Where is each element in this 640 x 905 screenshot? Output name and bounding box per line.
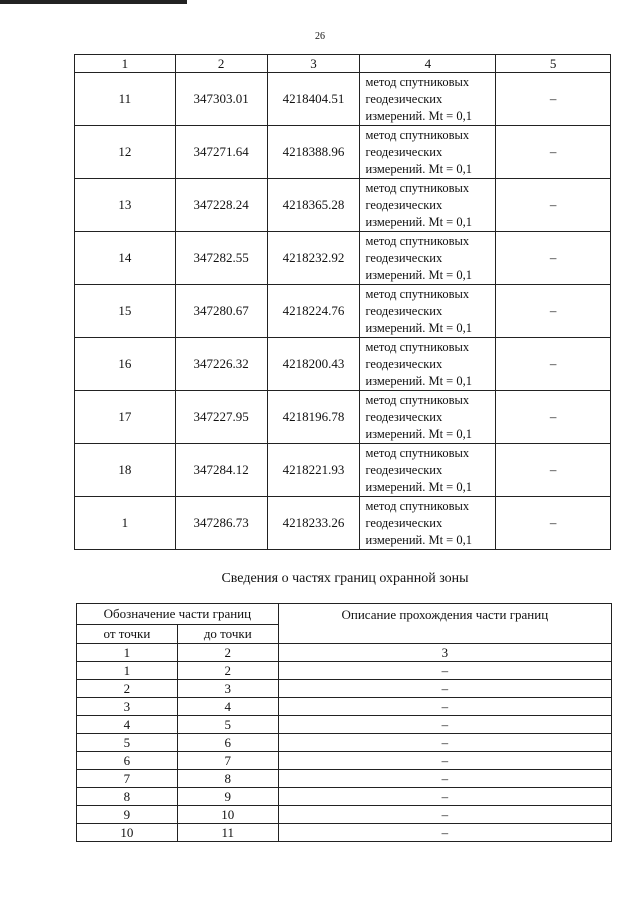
note-cell: – — [496, 73, 611, 126]
method-cell — [360, 338, 496, 391]
table-row — [75, 391, 611, 444]
point-number-cell: 14 — [75, 232, 176, 285]
y-coordinate-cell: 4218232.92 — [267, 232, 360, 285]
column-number-row — [77, 644, 612, 662]
to-point-cell: 7 — [177, 752, 278, 770]
note-cell: – — [496, 285, 611, 338]
x-coordinate-cell: 347282.55 — [175, 232, 267, 285]
note-cell: – — [496, 391, 611, 444]
table-row — [77, 770, 612, 788]
description-cell: – — [278, 824, 611, 842]
method-cell — [360, 73, 496, 126]
y-coordinate-cell: 4218224.76 — [267, 285, 360, 338]
y-coordinate-cell: 4218233.26 — [267, 497, 360, 550]
description-cell: – — [278, 680, 611, 698]
method-cell — [360, 232, 496, 285]
table-row — [77, 752, 612, 770]
table-row — [75, 285, 611, 338]
method-cell — [360, 285, 496, 338]
point-number-cell: 18 — [75, 444, 176, 497]
method-cell — [360, 126, 496, 179]
boundary-part-designation-header: Обозначение части границ — [77, 604, 279, 625]
from-point-cell: 9 — [77, 806, 178, 824]
method-cell — [360, 497, 496, 550]
to-point-cell: 2 — [177, 662, 278, 680]
table-row — [75, 126, 611, 179]
x-coordinate-cell: 347303.01 — [175, 73, 267, 126]
point-number-cell: 12 — [75, 126, 176, 179]
from-point-cell: 5 — [77, 734, 178, 752]
note-cell: – — [496, 126, 611, 179]
from-point-cell: 3 — [77, 698, 178, 716]
description-cell: – — [278, 716, 611, 734]
from-point-cell: 2 — [77, 680, 178, 698]
method-line: метод спутниковых — [365, 339, 470, 354]
header-cell: 1 — [75, 55, 176, 73]
to-point-cell: 6 — [177, 734, 278, 752]
header-cell: 2 — [175, 55, 267, 73]
table-row — [75, 444, 611, 497]
method-line: метод спутниковых — [365, 445, 470, 460]
method-line: метод спутниковых — [365, 233, 470, 248]
method-line: метод спутниковых — [365, 74, 470, 89]
table-row — [77, 824, 612, 842]
to-point-header: до точки — [177, 625, 278, 644]
note-cell: – — [496, 179, 611, 232]
point-number-cell: 13 — [75, 179, 176, 232]
method-line: измерений. Mt = 0,1 — [365, 320, 472, 335]
description-header: Описание прохождения части границ — [278, 604, 611, 644]
x-coordinate-cell: 347227.95 — [175, 391, 267, 444]
table-header-row — [77, 604, 612, 625]
to-point-cell: 11 — [177, 824, 278, 842]
method-line: геодезических — [365, 91, 443, 106]
x-coordinate-cell: 347226.32 — [175, 338, 267, 391]
method-line: измерений. Mt = 0,1 — [365, 214, 472, 229]
method-line: измерений. Mt = 0,1 — [365, 373, 472, 388]
table-row — [75, 338, 611, 391]
method-cell — [360, 444, 496, 497]
x-coordinate-cell: 347286.73 — [175, 497, 267, 550]
description-cell: – — [278, 662, 611, 680]
note-cell: – — [496, 232, 611, 285]
from-point-cell: 10 — [77, 824, 178, 842]
method-line: геодезических — [365, 144, 443, 159]
method-line: геодезических — [365, 462, 443, 477]
table-row — [75, 497, 611, 550]
header-cell: 4 — [360, 55, 496, 73]
method-line: измерений. Mt = 0,1 — [365, 479, 472, 494]
column-number-cell: 1 — [77, 644, 178, 662]
table-row — [77, 680, 612, 698]
method-line: геодезических — [365, 250, 443, 265]
from-point-cell: 8 — [77, 788, 178, 806]
coordinates-table — [74, 54, 611, 550]
method-line: геодезических — [365, 515, 443, 530]
table-header-row — [75, 55, 611, 73]
y-coordinate-cell: 4218404.51 — [267, 73, 360, 126]
header-cell: 5 — [496, 55, 611, 73]
point-number-cell: 17 — [75, 391, 176, 444]
method-line: метод спутниковых — [365, 127, 470, 142]
note-cell: – — [496, 338, 611, 391]
table-row — [77, 662, 612, 680]
column-number-cell: 2 — [177, 644, 278, 662]
table-row — [77, 734, 612, 752]
column-number-cell: 3 — [278, 644, 611, 662]
method-line: геодезических — [365, 197, 443, 212]
method-line: измерений. Mt = 0,1 — [365, 161, 472, 176]
method-cell — [360, 179, 496, 232]
boundary-parts-table — [76, 603, 612, 842]
y-coordinate-cell: 4218200.43 — [267, 338, 360, 391]
from-point-cell: 6 — [77, 752, 178, 770]
from-point-header: от точки — [77, 625, 178, 644]
header-cell: 3 — [267, 55, 360, 73]
method-line: измерений. Mt = 0,1 — [365, 108, 472, 123]
table-row — [77, 698, 612, 716]
method-line: метод спутниковых — [365, 180, 470, 195]
method-line: геодезических — [365, 409, 443, 424]
method-line: метод спутниковых — [365, 392, 470, 407]
method-line: измерений. Mt = 0,1 — [365, 426, 472, 441]
table-row — [75, 73, 611, 126]
method-cell — [360, 391, 496, 444]
method-line: измерений. Mt = 0,1 — [365, 532, 472, 547]
table-row — [77, 788, 612, 806]
description-cell: – — [278, 752, 611, 770]
from-point-cell: 4 — [77, 716, 178, 734]
y-coordinate-cell: 4218365.28 — [267, 179, 360, 232]
x-coordinate-cell: 347228.24 — [175, 179, 267, 232]
top-rule — [0, 0, 187, 4]
description-cell: – — [278, 788, 611, 806]
point-number-cell: 11 — [75, 73, 176, 126]
to-point-cell: 9 — [177, 788, 278, 806]
table-row — [77, 806, 612, 824]
section-title: Сведения о частях границ охранной зоны — [221, 571, 469, 586]
point-number-cell: 16 — [75, 338, 176, 391]
from-point-cell: 1 — [77, 662, 178, 680]
method-line: метод спутниковых — [365, 498, 470, 513]
x-coordinate-cell: 347284.12 — [175, 444, 267, 497]
point-number-cell: 15 — [75, 285, 176, 338]
table-row — [75, 179, 611, 232]
y-coordinate-cell: 4218196.78 — [267, 391, 360, 444]
y-coordinate-cell: 4218221.93 — [267, 444, 360, 497]
to-point-cell: 8 — [177, 770, 278, 788]
x-coordinate-cell: 347271.64 — [175, 126, 267, 179]
to-point-cell: 5 — [177, 716, 278, 734]
point-number-cell: 1 — [75, 497, 176, 550]
method-line: геодезических — [365, 303, 443, 318]
to-point-cell: 10 — [177, 806, 278, 824]
to-point-cell: 4 — [177, 698, 278, 716]
description-cell: – — [278, 806, 611, 824]
method-line: геодезических — [365, 356, 443, 371]
table-row — [77, 716, 612, 734]
description-cell: – — [278, 770, 611, 788]
description-cell: – — [278, 734, 611, 752]
x-coordinate-cell: 347280.67 — [175, 285, 267, 338]
page-number: 26 — [315, 31, 325, 42]
method-line: измерений. Mt = 0,1 — [365, 267, 472, 282]
note-cell: – — [496, 444, 611, 497]
method-line: метод спутниковых — [365, 286, 470, 301]
y-coordinate-cell: 4218388.96 — [267, 126, 360, 179]
table-row — [75, 232, 611, 285]
from-point-cell: 7 — [77, 770, 178, 788]
note-cell: – — [496, 497, 611, 550]
description-cell: – — [278, 698, 611, 716]
to-point-cell: 3 — [177, 680, 278, 698]
